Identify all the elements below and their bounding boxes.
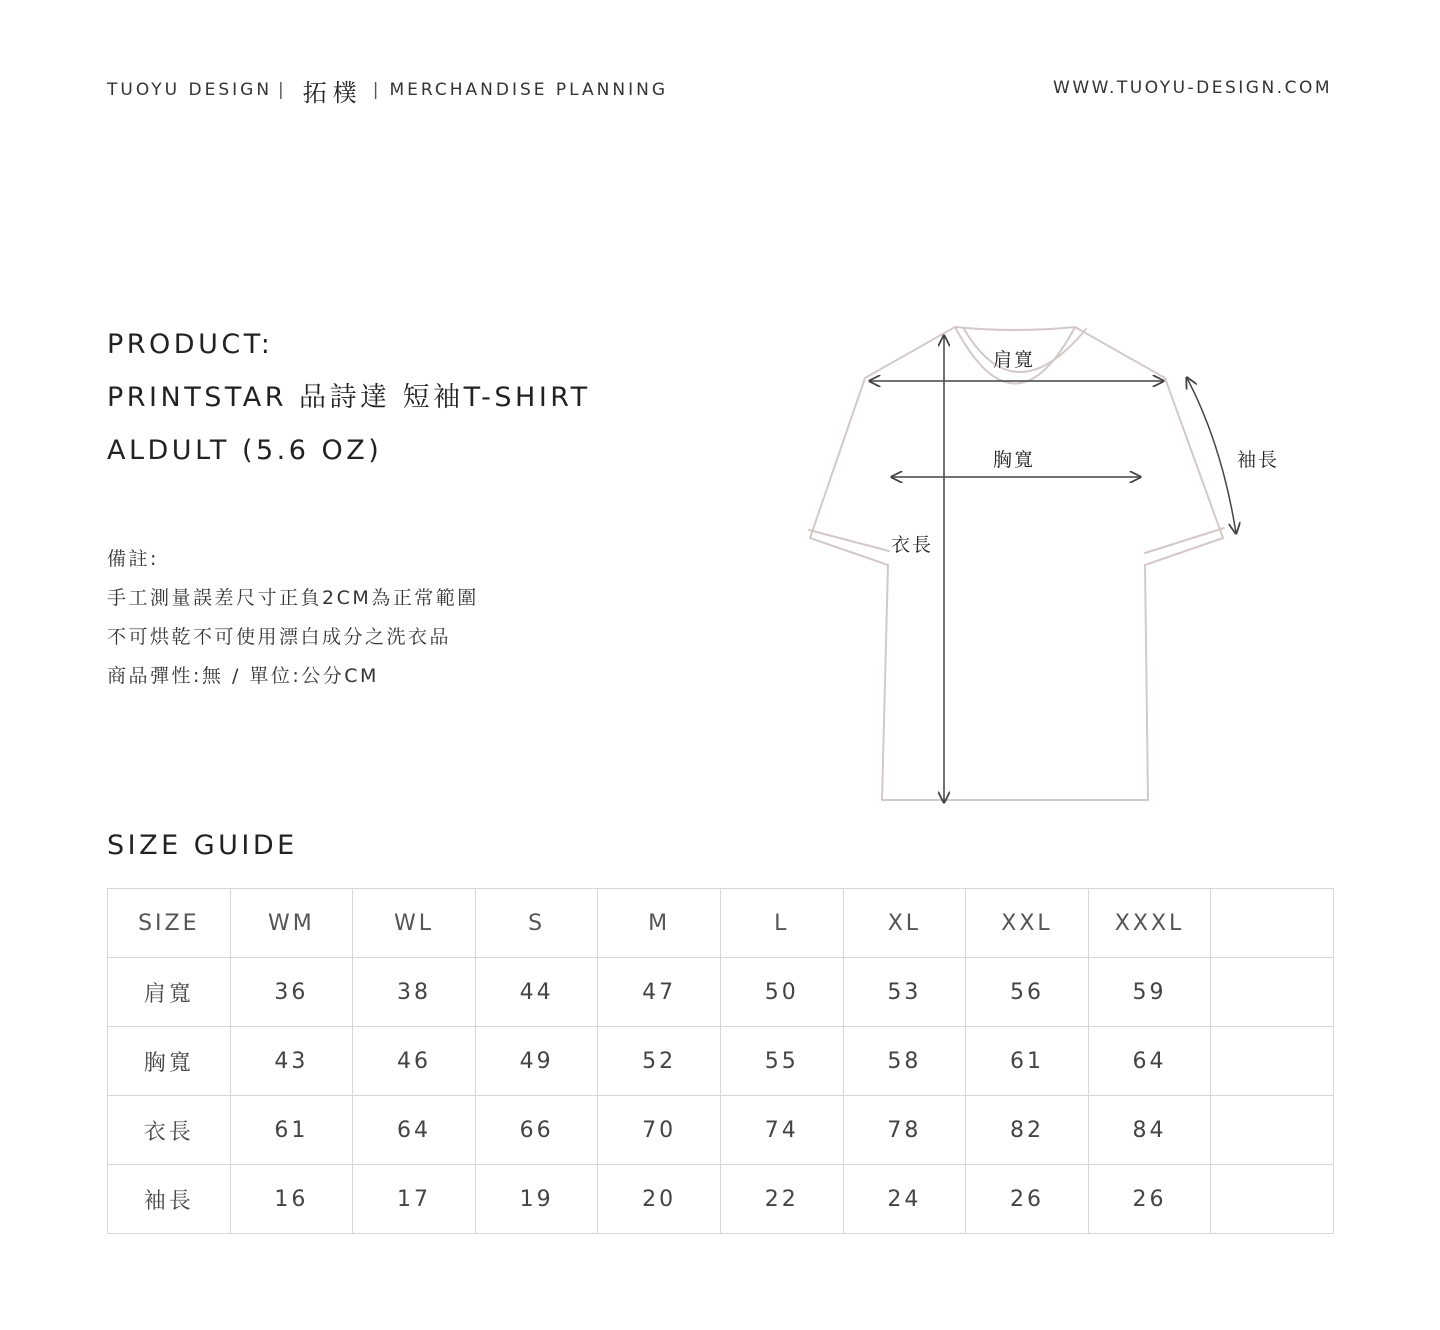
product-info bbox=[107, 318, 591, 477]
table-cell: 24 bbox=[843, 1165, 966, 1234]
chest-label: 胸寬 bbox=[993, 449, 1036, 471]
shoulder-label: 肩寬 bbox=[993, 349, 1036, 371]
website-link[interactable]: WWW.TUOYU-DESIGN.COM bbox=[1053, 78, 1332, 98]
notes-line: 商品彈性:無 / 單位:公分CM bbox=[107, 665, 379, 687]
table-cell: 19 bbox=[475, 1165, 598, 1234]
size-table bbox=[107, 888, 1334, 1234]
row-label-cell: 胸寬 bbox=[108, 1027, 231, 1096]
row-label-cell: 肩寬 bbox=[108, 958, 231, 1027]
table-header-cell: SIZE bbox=[108, 889, 231, 958]
table-cell: 43 bbox=[230, 1027, 353, 1096]
table-cell: 66 bbox=[475, 1096, 598, 1165]
notes-line: 不可烘乾不可使用漂白成分之洗衣品 bbox=[107, 626, 452, 648]
tshirt-diagram bbox=[800, 318, 1300, 818]
table-header-row bbox=[108, 889, 1334, 958]
table-cell: 61 bbox=[230, 1096, 353, 1165]
table-cell: 46 bbox=[353, 1027, 476, 1096]
table-cell: 78 bbox=[843, 1096, 966, 1165]
table-cell: 53 bbox=[843, 958, 966, 1027]
table-cell bbox=[1211, 958, 1334, 1027]
table-cell: 22 bbox=[720, 1165, 843, 1234]
notes-section bbox=[107, 540, 479, 696]
table-cell: 17 bbox=[353, 1165, 476, 1234]
product-name: PRINTSTAR 品詩達 短袖T-SHIRT bbox=[107, 382, 591, 413]
sleeve-label: 袖長 bbox=[1237, 449, 1280, 471]
table-header-cell: WM bbox=[230, 889, 353, 958]
table-header-cell: L bbox=[720, 889, 843, 958]
product-label: PRODUCT: bbox=[107, 329, 274, 360]
table-cell: 16 bbox=[230, 1165, 353, 1234]
table-header-cell: XXXL bbox=[1088, 889, 1211, 958]
table-header-cell: WL bbox=[353, 889, 476, 958]
table-cell: 64 bbox=[1088, 1027, 1211, 1096]
table-cell: 20 bbox=[598, 1165, 721, 1234]
length-label: 衣長 bbox=[891, 534, 934, 556]
table-header-cell bbox=[1211, 889, 1334, 958]
table-header-cell: XL bbox=[843, 889, 966, 958]
table-cell: 50 bbox=[720, 958, 843, 1027]
row-label-cell: 衣長 bbox=[108, 1096, 231, 1165]
table-cell: 38 bbox=[353, 958, 476, 1027]
table-cell: 82 bbox=[966, 1096, 1089, 1165]
table-cell: 26 bbox=[1088, 1165, 1211, 1234]
table-cell: 49 bbox=[475, 1027, 598, 1096]
table-cell: 44 bbox=[475, 958, 598, 1027]
table-cell: 52 bbox=[598, 1027, 721, 1096]
table-header-cell: M bbox=[598, 889, 721, 958]
table-cell: 47 bbox=[598, 958, 721, 1027]
brand-tagline: MERCHANDISE PLANNING bbox=[389, 80, 669, 100]
brand-logo: 拓樸 bbox=[302, 78, 363, 107]
header-brand bbox=[107, 76, 669, 107]
table-row bbox=[108, 1096, 1334, 1165]
table-cell: 58 bbox=[843, 1027, 966, 1096]
table-cell bbox=[1211, 1165, 1334, 1234]
table-row bbox=[108, 958, 1334, 1027]
table-row bbox=[108, 1165, 1334, 1234]
table-cell: 36 bbox=[230, 958, 353, 1027]
table-cell: 84 bbox=[1088, 1096, 1211, 1165]
header-separator: | bbox=[278, 80, 287, 100]
sleeve-arrow bbox=[1187, 378, 1236, 533]
notes-title: 備註: bbox=[107, 548, 159, 570]
table-cell: 74 bbox=[720, 1096, 843, 1165]
table-cell: 56 bbox=[966, 958, 1089, 1027]
brand-name: TUOYU DESIGN bbox=[107, 80, 273, 100]
table-cell bbox=[1211, 1096, 1334, 1165]
notes-line: 手工測量誤差尺寸正負2CM為正常範圍 bbox=[107, 587, 479, 609]
table-cell: 61 bbox=[966, 1027, 1089, 1096]
table-header-cell: XXL bbox=[966, 889, 1089, 958]
table-header-cell: S bbox=[475, 889, 598, 958]
table-cell: 59 bbox=[1088, 958, 1211, 1027]
size-guide-title: SIZE GUIDE bbox=[107, 830, 298, 861]
product-weight: ALDULT (5.6 OZ) bbox=[107, 435, 383, 466]
tshirt-outline bbox=[809, 327, 1224, 800]
measure-arrows bbox=[870, 336, 1236, 802]
table-cell: 64 bbox=[353, 1096, 476, 1165]
table-cell: 55 bbox=[720, 1027, 843, 1096]
row-label-cell: 袖長 bbox=[108, 1165, 231, 1234]
table-row bbox=[108, 1027, 1334, 1096]
header-separator-2: | bbox=[372, 80, 382, 100]
table-cell: 70 bbox=[598, 1096, 721, 1165]
table-cell bbox=[1211, 1027, 1334, 1096]
table-cell: 26 bbox=[966, 1165, 1089, 1234]
